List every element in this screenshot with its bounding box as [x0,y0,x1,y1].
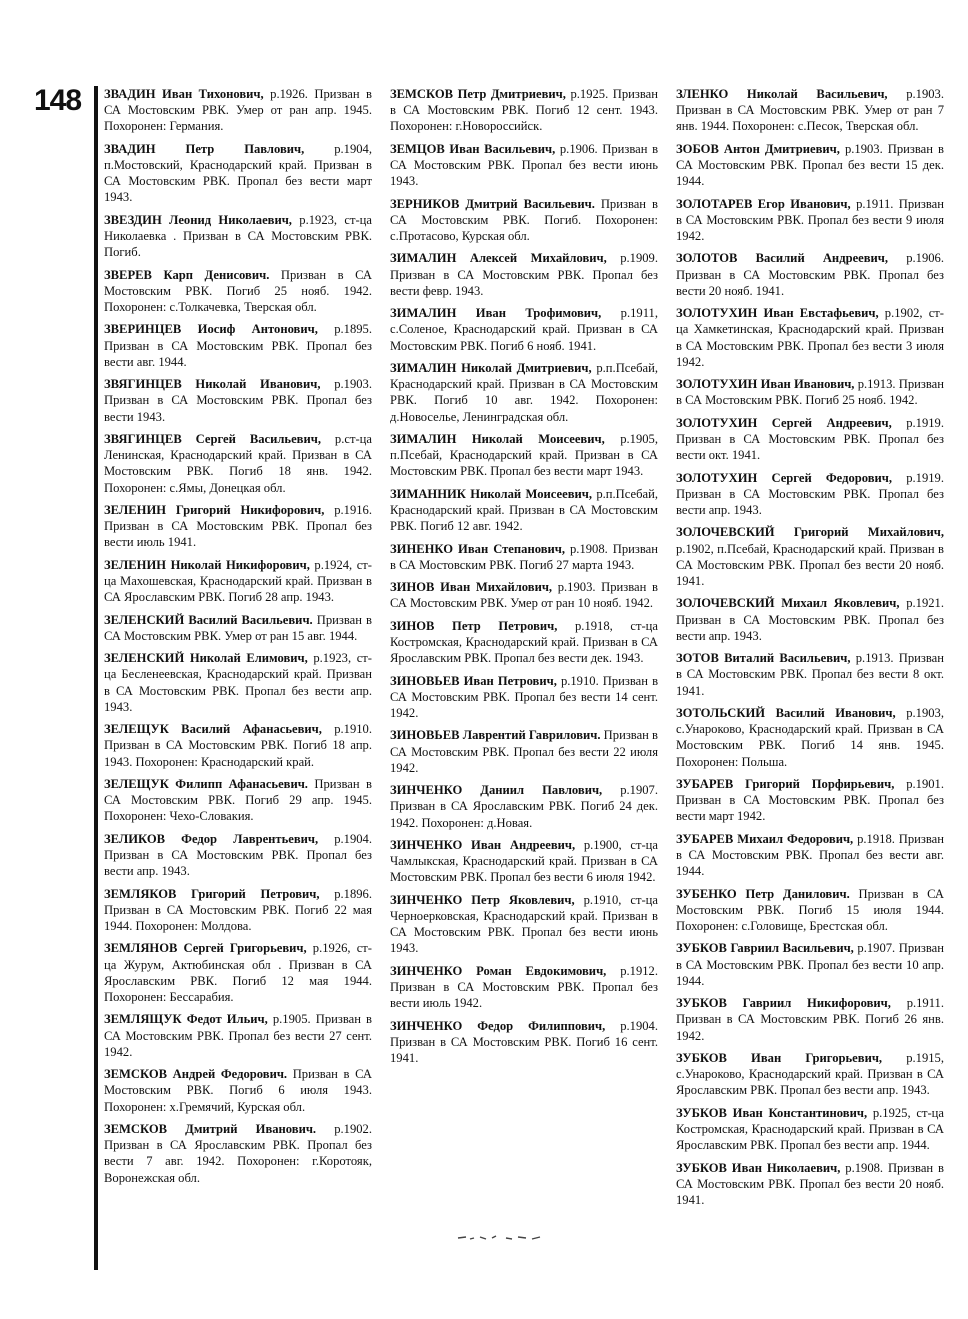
register-entry [676,86,944,135]
register-entry [104,1066,372,1115]
register-entry [390,250,658,299]
entry-name: ЗИНОВЬЕВ Иван Петрович, [390,673,557,688]
entry-name: ЗИНЧЕНКО Федор Филиппович, [390,1018,606,1033]
entry-details: р.ст-ца Ленинская, Краснодарский край. Призван в СА Мостовским РВК. Погиб 18 янв. 1942. Похоронен: с.Ямы, Донецкая обл. [104,431,372,495]
entry-details: р.1910. Призван в СА Мостовским РВК. Погиб 18 апр. 1943. Похоронен: Краснодарский край. [104,722,372,769]
entry-details: р.1910, ст-ца Черноерковская, Краснодарский край. Призван в СА Мостовским РВК. Пропал без вести июнь 1943. [390,892,658,956]
entry-details: р.п.Псебай, Краснодарский край. Призван в СА Мостовским РВК. Погиб 12 авг. 1942. [390,486,658,534]
entry-name: ЗВАДИН Иван Тихонович, [104,87,264,101]
register-entry [104,776,372,825]
register-entry [676,940,944,989]
register-entry [676,1105,944,1154]
entry-details: р.1926. Призван в СА Мостовским РВК. Умер от ран апр. 1945. Похоронен: Германия. [104,87,373,134]
entry-name: ЗИНЧЕНКО Петр Яковлевич, [390,892,575,907]
entry-name: ЗУБАРЕВ Григорий Порфирьевич, [676,776,895,791]
entry-details: р.1907. Призван в СА Мостовским РВК. Пропал без вести 10 апр. 1944. [676,941,945,988]
entry-name: ЗВАДИН Петр Павлович, [104,141,305,156]
entry-details: р.1913. Призван в СА Мостовским РВК. Пропал без вести 8 окт. 1941. [676,651,944,698]
entry-name: ЗЕЛЕНИН Николай Никифорович, [104,557,310,572]
entry-name: ЗОЛОТУХИН Иван Евстафьевич, [676,306,879,321]
entry-details: р.1908. Призван в СА Мостовским РВК. Погиб 27 марта 1943. [390,541,658,572]
entry-details: р.1919. Призван в СА Мостовским РВК. Пропал без вести окт. 1941. [676,415,944,463]
entry-details: р.1918, ст-ца Костромская, Краснодарский край. Призван в СА Ярославским РВК. Пропал без вести дек. 1943. [390,618,658,666]
entry-details: р.1923, ст-ца Бесленеевская, Краснодарский край. Призван в СА Мостовским РВК. Пропал без вести апр. 1943. [104,651,372,714]
register-entry [390,618,658,667]
column-1 [104,86,372,1192]
entry-name: ЗОЛОТУХИН Сергей Федорович, [676,470,893,485]
entry-details: р.1901. Призван в СА Мостовским РВК. Пропал без вести март 1942. [676,776,944,824]
register-entry [676,250,944,299]
entry-name: ЗУБКОВ Иван Григорьевич, [676,1050,883,1065]
entry-name: ЗЕМЛЯНОВ Сергей Григорьевич, [104,941,307,956]
entry-name: ЗОЛОТОВ Василий Андреевич, [676,251,889,266]
entry-name: ЗЕЛЕЩУК Филипп Афанасьевич. [104,776,308,791]
register-entry [676,470,944,519]
entry-details: р.1904. Призван в СА Мостовским РВК. Пропал без вести апр. 1943. [104,831,373,879]
entry-details: р.1902, п.Псебай, Краснодарский край. Призван в СА Мостовским РВК. Пропал без вести 20 нояб. 1941. [676,541,944,588]
entry-name: ЗИМАЛИН Алексей Михайлович, [390,251,607,266]
scan-noise-mark [456,1232,542,1244]
entry-details: р.1910. Призван в СА Мостовским РВК. Пропал без вести 14 сент. 1942. [390,673,659,720]
column-2 [390,86,658,1072]
entry-name: ЗУБКОВ Гавриил Васильевич, [676,941,854,956]
entry-name: ЗИМАННИК Николай Моисеевич, [390,486,593,501]
entry-details: р.1904. Призван в СА Мостовским РВК. Погиб 16 сент. 1941. [390,1018,658,1065]
register-entry [390,727,658,776]
entry-details: Призван в СА Мостовским РВК. Умер от ран 15 авг. 1944. [104,612,372,643]
register-entry [676,886,944,935]
register-entry [104,721,372,770]
entry-name: ЗЕМЛЯКОВ Григорий Петрович, [104,886,320,901]
register-entry [676,415,944,464]
column-3 [676,86,944,1214]
entry-name: ЗИМАЛИН Николай Моисеевич, [390,431,605,446]
entry-details: р.1921. Призван в СА Мостовским РВК. Пропал без вести апр. 1943. [676,596,944,643]
entry-details: р.1906. Призван в СА Мостовским РВК. Пропал без вести июнь 1943. [390,141,659,189]
register-entry [104,557,372,606]
entry-details: р.1895. Призван в СА Мостовским РВК. Пропал без вести авг. 1944. [104,322,372,369]
entry-name: ЗОЛОЧЕВСКИЙ Григорий Михайлович, [676,525,944,540]
register-entry [390,892,658,957]
entry-name: ЗОЛОЧЕВСКИЙ Михаил Яковлевич, [676,596,900,611]
entry-name: ЗУБКОВ Гавриил Никифорович, [676,996,891,1011]
register-entry [676,650,944,699]
register-entry [676,1050,944,1099]
register-entry [104,212,372,261]
entry-name: ЗВЕРИНЦЕВ Иосиф Антонович, [104,322,318,337]
entry-details: р.1919. Призван в СА Мостовским РВК. Пропал без вести апр. 1943. [676,470,944,517]
entry-name: ЗЕМЛЯЩУК Федот Ильич, [104,1012,268,1027]
entry-name: ЗЕМСКОВ Петр Дмитриевич, [390,87,566,101]
entry-details: р.1915, с.Унароково, Краснодарский край. Призван в СА Ярославским РВК. Пропал без вести апр. 1943. [676,1050,944,1098]
register-entry [390,196,658,245]
entry-name: ЗИНЧЕНКО Даниил Павлович, [390,783,603,798]
entry-details: р.1916. Призван в СА Мостовским РВК. Пропал без вести июль 1941. [104,502,373,550]
register-entry [390,141,658,190]
entry-details: р.1923, ст-ца Николаевка . Призван в СА Мостовским РВК. Погиб. [104,212,372,260]
entry-name: ЗУБКОВ Иван Константинович, [676,1105,868,1120]
entry-name: ЗУБЕНКО Петр Данилович. [676,886,850,901]
entry-details: р.1925, ст-ца Костромская, Краснодарский край. Призван в СА Ярославским РВК. Пропал без вести апр. 1944. [676,1105,944,1153]
entry-details: р.1911. Призван в СА Мостовским РВК. Погиб 26 янв. 1942. [676,996,945,1043]
entry-name: ЗОТОВ Виталий Васильевич, [676,651,851,666]
entry-name: ЗИНЕНКО Иван Степанович, [390,541,565,556]
entry-name: ЗЕМЦОВ Иван Васильевич, [390,141,556,156]
entry-details: Призван в СА Мостовским РВК. Погиб 15 июля 1944. Похоронен: с.Головище, Брестская обл. [676,886,944,933]
register-entry [104,431,372,496]
entry-details: р.1902. Призван в СА Ярославским РВК. Пропал без вести 7 авг. 1942. Похоронен: г.Коротояк, Воронежская обл. [104,1121,372,1185]
entry-details: Призван в СА Мостовским РВК. Пропал без вести 22 июля 1942. [390,728,658,775]
entry-name: ЗОТОЛЬСКИЙ Василий Иванович, [676,705,896,720]
register-entry [390,1018,658,1067]
entry-details: р.1907. Призван в СА Ярославским РВК. Погиб 24 дек. 1942. Похоронен: д.Новая. [390,783,658,830]
register-entry [676,141,944,190]
register-entry [104,612,372,644]
register-entry [390,579,658,611]
register-entry [104,86,372,135]
page-number: 148 [34,84,82,117]
entry-details: р.1905. Призван в СА Мостовским РВК. Пропал без вести 27 сент. 1942. [104,1012,372,1059]
entry-details: р.1906. Призван в СА Мостовским РВК. Пропал без вести 20 нояб. 1941. [676,251,944,298]
entry-name: ЗЕМСКОВ Андрей Федорович. [104,1067,288,1082]
entry-name: ЗИНОВЬЕВ Лаврентий Гаврилович. [390,728,601,743]
register-entry [104,267,372,316]
entry-details: р.1908. Призван в СА Мостовским РВК. Пропал без вести 20 нояб. 1941. [676,1160,945,1207]
register-entry [676,1160,944,1209]
entry-name: ЗИНЧЕНКО Роман Евдокимович, [390,963,607,978]
register-entry [390,431,658,480]
register-entry [104,886,372,935]
register-entry [104,376,372,425]
entry-name: ЗИНОВ Петр Петрович, [390,618,558,633]
register-entry [676,705,944,770]
entry-details: Призван в СА Мостовским РВК. Погиб 6 июля 1943. Похоронен: х.Гремячий, Курская обл. [104,1067,372,1114]
entry-name: ЗВЯГИНЦЕВ Николай Иванович, [104,377,321,392]
entry-details: р.1911, с.Соленое, Краснодарский край. Призван в СА Мостовским РВК. Погиб 6 нояб. 1941. [390,306,658,353]
register-entry [104,502,372,551]
entry-name: ЗИНЧЕНКО Иван Андреевич, [390,837,576,852]
register-entry [104,321,372,370]
entry-details: р.1924, ст-ца Махошевская, Краснодарский край. Призван в СА Ярославским РВК. Погиб 28 апр. 1943. [104,557,372,605]
register-entry [390,305,658,354]
entry-name: ЗВЕЗДИН Леонид Николаевич, [104,212,292,227]
entry-details: р.п.Псебай, Краснодарский край. Призван в СА Мостовским РВК. Погиб 10 авг. 1942. Похоронен: д.Новоселье, Ленинградская обл. [390,360,659,424]
register-entry [104,650,372,715]
entry-details: р.1900, ст-ца Чамлыкская, Краснодарский край. Призван в СА Мостовским РВК. Пропал без вести 6 июля 1942. [390,837,658,885]
register-entry [390,86,658,135]
register-entry [676,776,944,825]
register-entry [104,831,372,880]
entry-name: ЗВЕРЕВ Карп Денисович. [104,267,270,282]
entry-details: р.1896. Призван в СА Мостовским РВК. Погиб 22 мая 1944. Похоронен: Молдова. [104,886,372,933]
entry-name: ЗИНОВ Иван Михайлович, [390,580,553,595]
register-entry [390,673,658,722]
entry-details: р.1903. Призван в СА Мостовским РВК. Умер от ран 10 нояб. 1942. [390,580,658,611]
entry-details: р.1903. Призван в СА Мостовским РВК. Умер от ран 7 янв. 1944. Похоронен: с.Песок, Тверская обл. [676,87,944,134]
register-entry [676,196,944,245]
entry-details: р.1905, п.Псебай, Краснодарский край. Призван в СА Мостовским РВК. Пропал без вести март 1943. [390,431,659,479]
entry-name: ЗЕЛЕНСКИЙ Василий Васильевич. [104,612,313,627]
entry-details: р.1909. Призван в СА Мостовским РВК. Пропал без вести февр. 1943. [390,251,658,298]
entry-name: ЗОЛОТУХИН Сергей Андреевич, [676,415,892,430]
register-entry [676,305,944,370]
entry-details: Призван в СА Мостовским РВК. Погиб 25 нояб. 1942. Похоронен: с.Толкачевка, Тверская обл. [104,267,372,314]
entry-details: р.1926, ст-ца Журум, Актюбинская обл . Призван в СА Ярославским РВК. Погиб 12 мая 1944. Похоронен: Бессарабия. [104,941,372,1004]
entry-name: ЗОБОВ Антон Дмитриевич, [676,141,840,156]
entry-name: ЗЕЛЕНИН Григорий Никифорович, [104,502,325,517]
entry-details: Призван в СА Мостовским РВК. Погиб. Похоронен: с.Протасово, Курская обл. [390,196,658,243]
register-entry [390,541,658,573]
register-entry [676,831,944,880]
entry-details: р.1913. Призван в СА Мостовским РВК. Погиб 25 нояб. 1942. [676,377,945,408]
entry-name: ЗЕЛЕНСКИЙ Николай Елимович, [104,651,308,666]
entry-details: р.1903, с.Унароково, Краснодарский край. Призван в СА Мостовским РВК. Погиб 14 янв. 1945. Похоронен: Польша. [676,705,944,769]
register-entry [390,360,658,425]
register-entry [676,595,944,644]
entry-name: ЗОЛОТУХИН Иван Иванович, [676,377,855,392]
entry-name: ЗОЛОТАРЕВ Егор Иванович, [676,196,851,211]
register-entry [104,940,372,1005]
entry-name: ЗЕЛИКОВ Федор Лаврентьевич, [104,831,319,846]
entry-name: ЗЕМСКОВ Дмитрий Иванович. [104,1121,317,1136]
entry-name: ЗЕЛЕЩУК Василий Афанасьевич, [104,722,322,737]
entry-details: р.1925. Призван в СА Мостовским РВК. Погиб 12 сент. 1943. Похоронен: г.Новороссийск. [390,87,658,134]
register-entry [104,1121,372,1186]
entry-name: ЗЛЕНКО Николай Васильевич, [676,87,888,101]
register-entry [104,141,372,206]
register-entry [390,963,658,1012]
register-entry [390,486,658,535]
column-rule [94,86,98,1270]
register-entry [390,782,658,831]
entry-details: р.1904, п.Мостовский, Краснодарский край. Призван в СА Мостовским РВК. Пропал без вести март 1943. [104,141,372,205]
register-entry [104,1011,372,1060]
entry-name: ЗУБАРЕВ Михаил Федорович, [676,831,854,846]
entry-details: р.1912. Призван в СА Мостовским РВК. Пропал без вести июль 1942. [390,963,658,1011]
entry-name: ЗИМАЛИН Николай Дмитриевич, [390,360,592,375]
entry-name: ЗВЯГИНЦЕВ Сергей Васильевич, [104,431,321,446]
entry-details: р.1903. Призван в СА Мостовским РВК. Пропал без вести 15 дек. 1944. [676,141,944,189]
register-entry [390,837,658,886]
register-entry [676,524,944,589]
entry-details: р.1918. Призван в СА Мостовским РВК. Пропал без вести авг. 1944. [676,831,945,879]
entry-details: Призван в СА Мостовским РВК. Погиб 29 апр. 1945. Похоронен: Чехо-Словакия. [104,776,372,824]
entry-details: р.1903. Призван в СА Мостовским РВК. Пропал без вести 1943. [104,377,372,424]
entry-details: р.1911. Призван в СА Мостовским РВК. Пропал без вести 9 июля 1942. [676,196,944,243]
entry-name: ЗИМАЛИН Иван Трофимович, [390,306,602,321]
register-entry [676,376,944,408]
entry-name: ЗУБКОВ Иван Николаевич, [676,1160,841,1175]
entry-name: ЗЕРНИКОВ Дмитрий Васильевич. [390,196,595,211]
register-entry [676,995,944,1044]
entry-details: р.1902, ст-ца Хамкетинская, Краснодарский край. Призван в СА Мостовским РВК. Пропал без вести 3 июля 1942. [676,306,944,369]
